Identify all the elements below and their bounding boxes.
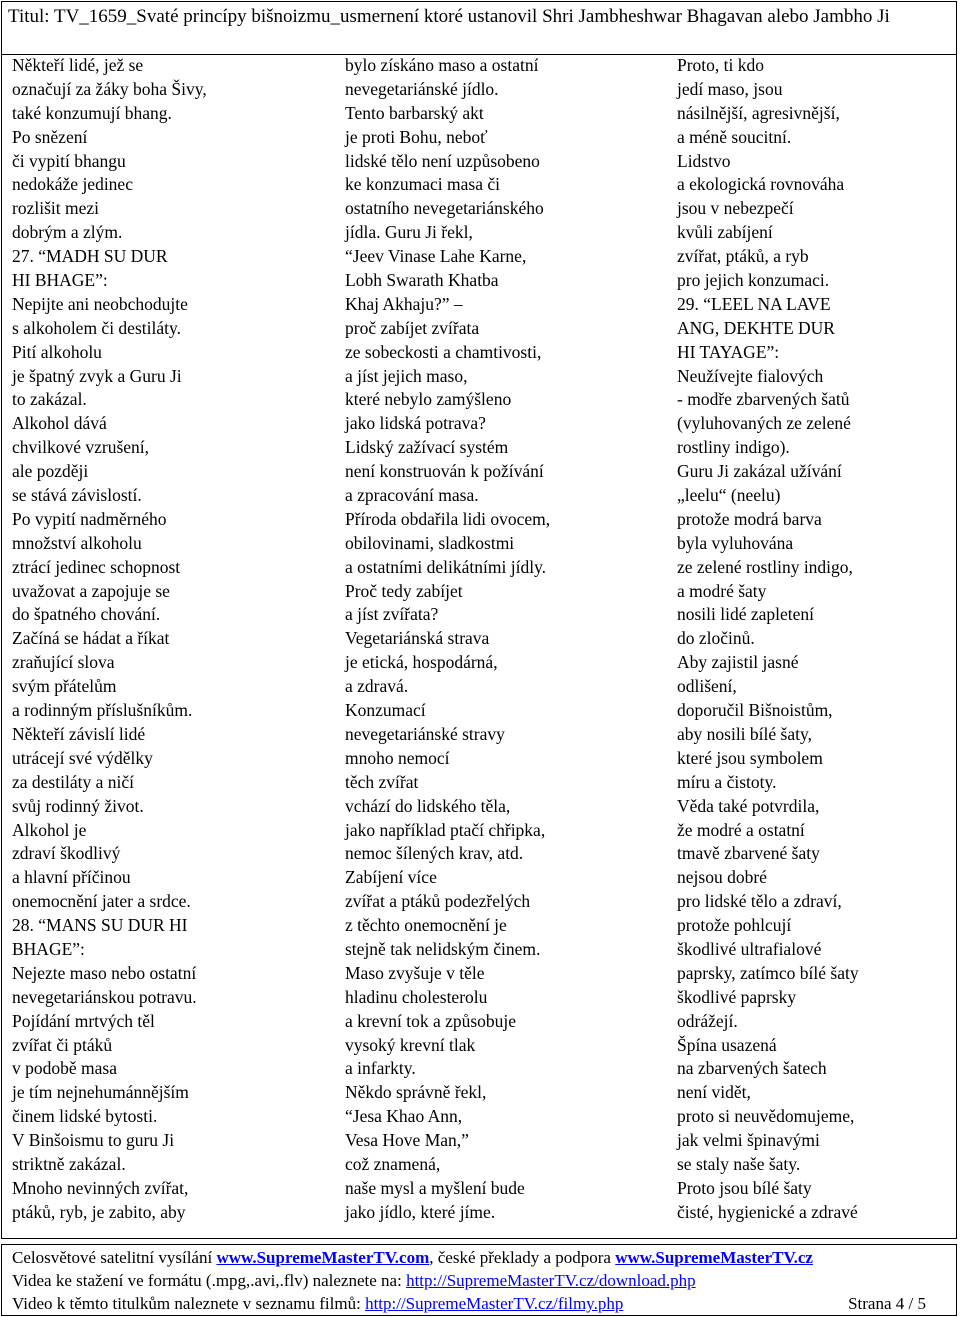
text-line: a jíst zvířata? [345,604,439,625]
text-line: Guru Ji zakázal užívání [677,461,842,482]
text-line: zdraví škodlivý [12,843,121,864]
footer-translation-text: , české překlady a podpora [429,1248,616,1267]
text-line: Někteří závislí lidé [12,723,146,744]
text-line: nemoc šílených krav, atd. [345,843,524,864]
text-line: do špatného chování. [12,604,161,625]
text-line: 29. “LEEL NA LAVE [677,293,831,314]
text-line: ztrácí jedinec schopnost [12,556,181,577]
text-line: zvířat, ptáků, a ryb [677,246,809,267]
text-line: svým přátelům [12,676,117,697]
text-line: zvířat a ptáků podezřelých [345,891,531,912]
text-line: Začíná se hádat a říkat [12,628,170,649]
text-line: “Jeev Vinase Lahe Karne, [345,246,527,267]
text-line: a ostatními delikátními jídly. [345,556,547,577]
text-line: Maso zvyšuje v těle [345,962,485,983]
text-line: množství alkoholu [12,532,142,553]
text-line: nevegetariánskou potravu. [12,986,197,1007]
text-line: proč zabíjet zvířata [345,317,480,338]
page-number: Strana 4 / 5 [848,1294,926,1313]
text-line: paprsky, zatímco bílé šaty [677,962,859,983]
text-line: „leelu“ (neelu) [677,485,781,506]
text-line: je etická, hospodárná, [345,652,498,673]
text-line: Proto jsou bílé šaty [677,1177,812,1198]
text-line: a krevní tok a způsobuje [345,1010,517,1031]
text-line: na zbarvených šatech [677,1058,827,1079]
text-line: a ekologická rovnováha [677,174,845,195]
text-line: z těchto onemocnění je [345,915,507,936]
text-line: Lidstvo [677,150,731,171]
text-line: je špatný zvyk a Guru Ji [12,365,182,386]
text-line: Proč tedy zabíjet [345,580,463,601]
text-line: Konzumací [345,700,426,721]
footer-line-2 [12,1269,956,1292]
text-line: se staly naše šaty. [677,1153,801,1174]
text-line: odlišení, [677,676,737,697]
text-line: Proto, ti kdo [677,55,765,75]
text-line: Příroda obdařila lidi ovocem, [345,508,551,529]
document-title: Titul: TV_1659_Svaté princípy bišnoizmu_usmernení ktoré ustanovil Shri Jambheshwar Bhagavan alebo Jambho Ji [1,1,957,55]
text-line: těch zvířat [345,771,419,792]
text-line: rostliny indigo). [677,437,790,458]
text-line: protože pohlcují [677,915,792,936]
text-line: čisté, hygienické a zdravé [677,1201,858,1222]
text-line: hladinu cholesterolu [345,986,488,1007]
text-line: není konstruován k požívání [345,461,544,482]
text-line: aby nosili bílé šaty, [677,723,812,744]
text-line: Věda také potvrdila, [677,795,820,816]
text-line: a rodinným příslušníkům. [12,700,193,721]
text-line: stejně tak nelidským činem. [345,938,541,959]
text-line: vysoký krevní tlak [345,1034,476,1055]
text-line: a infarkty. [345,1058,416,1079]
text-line: Neužívejte fialových [677,365,824,386]
text-line: obilovinami, sladkostmi [345,532,515,553]
text-line: V Binšoismu to guru Ji [12,1130,175,1151]
text-line: striktně zakázal. [12,1153,126,1174]
text-line: ze zelené rostliny indigo, [677,556,853,577]
text-line: zraňující slova [12,652,115,673]
footer-line-3 [12,1292,956,1315]
text-line: Alkohol dává [12,413,107,434]
text-line: jedí maso, jsou [677,78,783,99]
text-line: dobrým a zlým. [12,222,123,243]
text-line: Lobh Swarath Khatba [345,270,499,291]
footer-link-cz[interactable]: www.SupremeMasterTV.cz [615,1248,813,1267]
text-line: což znamená, [345,1153,441,1174]
text-column-2 [345,54,550,1225]
text-line: že modré a ostatní [677,819,805,840]
text-line: je proti Bohu, neboť [345,126,488,147]
text-line: Alkohol je [12,819,87,840]
text-line: protože modrá barva [677,508,822,529]
text-line: škodlivé ultrafialové [677,938,822,959]
text-line: ANG, DEKHTE DUR [677,317,835,338]
text-line: Zabíjení více [345,867,437,888]
text-line: je tím nejnehumánnějším [12,1082,189,1103]
text-line: jídla. Guru Ji řekl, [345,222,473,243]
text-line: 28. “MANS SU DUR HI [12,915,188,936]
text-line: Aby zajistil jasné [677,652,799,673]
text-line: - modře zbarvených šatů [677,389,850,410]
text-line: odrážejí. [677,1010,738,1031]
text-line: v podobě masa [12,1058,117,1079]
footer-line-1 [12,1246,956,1269]
text-line: BHAGE”: [12,938,85,959]
footer-link-download[interactable]: http://SupremeMasterTV.cz/download.php [406,1271,696,1290]
text-line: nedokáže jedinec [12,174,133,195]
text-line: lidské tělo není uzpůsobeno [345,150,540,171]
text-line: Vegetariánská strava [345,628,490,649]
text-line: a jíst jejich maso, [345,365,468,386]
text-line: (vyluhovaných ze zelené [677,413,851,434]
text-line: pro lidské tělo a zdraví, [677,891,842,912]
text-line: Po vypití nadměrného [12,508,167,529]
page-footer [1,1244,957,1316]
text-line: HI BHAGE”: [12,270,108,291]
text-line: s alkoholem či destiláty. [12,317,181,338]
text-line: činem lidské bytosti. [12,1106,158,1127]
footer-link-films[interactable]: http://SupremeMasterTV.cz/filmy.php [365,1294,624,1313]
text-line: za destiláty a ničí [12,771,134,792]
text-line: které jsou symbolem [677,747,823,768]
text-line: mnoho nemocí [345,747,450,768]
text-line: a modré šaty [677,580,767,601]
text-line: násilnější, agresivnější, [677,102,840,123]
text-line: Nejezte maso nebo ostatní [12,962,197,983]
text-line: pro jejich konzumaci. [677,270,830,291]
text-line: Khaj Akhaju?” – [345,293,463,314]
text-line: ale později [12,461,89,482]
text-line: jako jídlo, které jíme. [345,1201,496,1222]
text-line: to zakázal. [12,389,87,410]
text-line: a zdravá. [345,676,409,697]
text-line: chvilkové vzrušení, [12,437,150,458]
text-line: není vidět, [677,1082,751,1103]
text-line: které nebylo zamýšleno [345,389,512,410]
text-line: svůj rodinný život. [12,795,144,816]
text-line: se stává závislostí. [12,485,142,506]
text-line: vchází do lidského těla, [345,795,511,816]
text-line: byla vyluhována [677,532,794,553]
text-line: Vesa Hove Man,” [345,1130,469,1151]
text-line: Pití alkoholu [12,341,102,362]
text-line: tmavě zbarvené šaty [677,843,820,864]
text-line: Tento barbarský akt [345,102,484,123]
text-line: do zločinů. [677,628,755,649]
text-line: jsou v nebezpečí [677,198,794,219]
text-line: onemocnění jater a srdce. [12,891,191,912]
footer-download-text: Videa ke stažení ve formátu (.mpg,.avi,.flv) naleznete na: [12,1271,407,1290]
text-line: a méně soucitní. [677,126,792,147]
text-line: jako například ptačí chřipka, [345,819,546,840]
text-line: ze sobeckosti a chamtivosti, [345,341,542,362]
text-line: Po snězení [12,126,88,147]
text-line: Pojídání mrtvých těl [12,1010,155,1031]
text-line: jak velmi špinavými [677,1130,820,1151]
footer-films-text: Video k těmto titulkům naleznete v seznamu filmů: [12,1294,366,1313]
text-line: a hlavní příčinou [12,867,131,888]
text-line: bylo získáno maso a ostatní [345,55,539,75]
text-line: ostatního nevegetariánského [345,198,544,219]
text-column-3 [677,54,859,1225]
text-line: nevegetariánské stravy [345,723,505,744]
text-line: kvůli zabíjení [677,222,773,243]
text-line: nejsou dobré [677,867,767,888]
text-line: také konzumují bhang. [12,102,172,123]
text-line: HI TAYAGE”: [677,341,780,362]
text-line: Mnoho nevinných zvířat, [12,1177,189,1198]
text-line: míru a čistoty. [677,771,777,792]
text-line: “Jesa Khao Ann, [345,1106,463,1127]
text-line: proto si neuvědomujeme, [677,1106,855,1127]
text-line: naše mysl a myšlení bude [345,1177,525,1198]
text-column-1 [12,54,207,1225]
text-line: doporučil Bišnoistům, [677,700,833,721]
text-line: a zpracování masa. [345,485,479,506]
text-line: Někdo správně řekl, [345,1082,487,1103]
text-line: rozlišit mezi [12,198,99,219]
text-line: utrácejí své výdělky [12,747,153,768]
text-line: 27. “MADH SU DUR [12,246,168,267]
text-line: jako lidská potrava? [345,413,486,434]
text-line: Nepijte ani neobchodujte [12,293,188,314]
text-line: Špína usazená [677,1034,777,1055]
text-line: uvažovat a zapojuje se [12,580,170,601]
text-line: škodlivé paprsky [677,986,797,1007]
text-line: zvířat či ptáků [12,1034,113,1055]
footer-link-com[interactable]: www.SupremeMasterTV.com [216,1248,430,1267]
text-line: Lidský zažívací systém [345,437,509,458]
text-line: ptáků, ryb, je zabito, aby [12,1201,186,1222]
text-line: označují za žáky boha Šivy, [12,78,207,99]
footer-broadcast-text: Celosvětové satelitní vysílání [12,1248,217,1267]
text-line: nosili lidé zapletení [677,604,815,625]
text-line: ke konzumaci masa či [345,174,501,195]
text-line: nevegetariánské jídlo. [345,78,499,99]
text-line: či vypití bhangu [12,150,126,171]
text-line: Někteří lidé, jež se [12,55,144,75]
